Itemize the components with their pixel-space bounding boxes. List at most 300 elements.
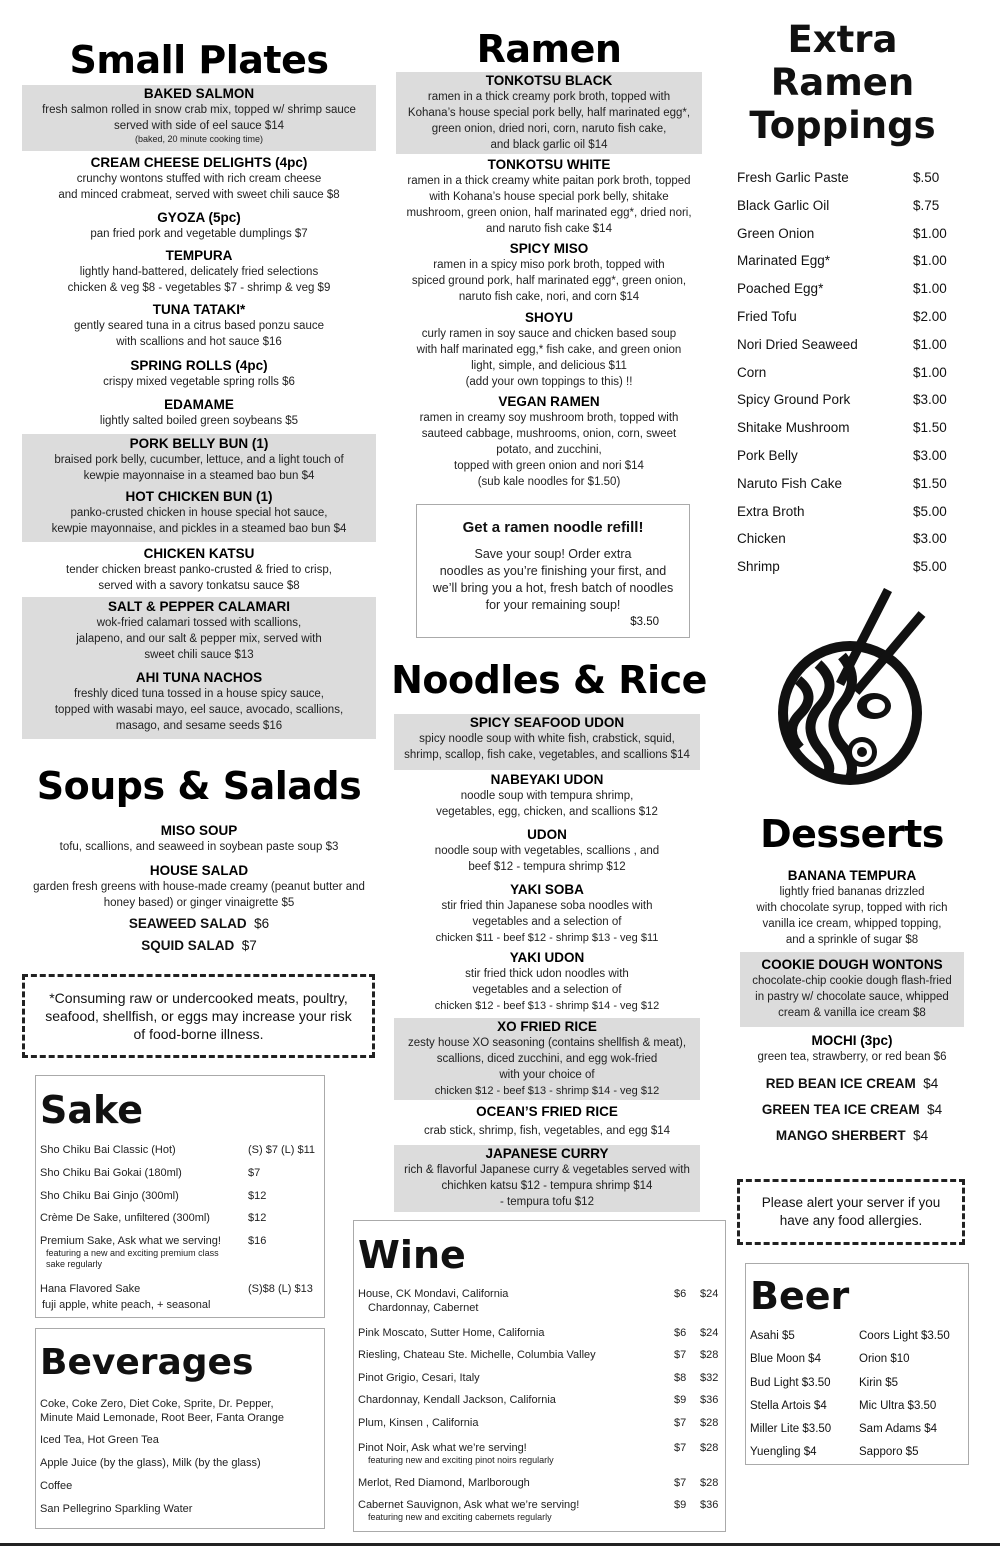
topping-name: Pork Belly — [737, 447, 798, 463]
menu-item — [22, 669, 376, 734]
topping-price: $1.00 — [913, 364, 947, 380]
warning-text: *Consuming raw or undercooked meats, poultry, seafood, shellfish, or eggs may increase your risk of food-borne illness. — [45, 990, 352, 1042]
item-desc: vegetables, egg, chicken, and scallions $12 — [436, 806, 658, 818]
beer-item: Bud Light $3.50 — [750, 1376, 831, 1389]
sake-price: (S)$8 (L) $13 — [248, 1283, 313, 1296]
toppings-list — [737, 170, 957, 587]
item-desc: beef $12 - tempura shrimp $12 — [468, 861, 626, 873]
sake-row — [40, 1143, 324, 1166]
menu-item — [394, 1018, 700, 1100]
topping-price: $2.00 — [913, 308, 947, 324]
sake-row — [40, 1211, 324, 1234]
item-desc: mushroom, green onion, half marinated egg*, dried nori, — [406, 207, 692, 219]
beer-item: Mic Ultra $3.50 — [859, 1399, 937, 1412]
item-name: MOCHI (3pc) — [811, 1033, 893, 1048]
beer-box — [745, 1263, 969, 1465]
sake-name: Sho Chiku Bai Gokai (180ml) — [40, 1166, 182, 1179]
item-desc: zesty house XO seasoning (contains shellfish & meat), — [407, 1037, 687, 1049]
topping-name: Green Onion — [737, 225, 815, 241]
item-desc: vegetables and a selection of — [472, 984, 622, 996]
topping-price: $3.00 — [913, 447, 947, 463]
beer-heading: Beer — [750, 1274, 850, 1318]
wine-bottle-price: $28 — [700, 1349, 719, 1361]
item-desc: crab stick, shrimp, fish, vegetables, and egg $14 — [423, 1125, 671, 1137]
topping-name: Naruto Fish Cake — [737, 475, 843, 491]
ramen-bowl-chopsticks-icon — [770, 588, 950, 798]
topping-price: $.75 — [913, 197, 940, 213]
menu-item — [394, 770, 700, 826]
item-desc: panko-crusted chicken in house special hot sauce, — [70, 507, 328, 519]
wine-bottle-price: $24 — [700, 1288, 719, 1300]
toppings-title-line: Toppings — [749, 104, 936, 147]
item-desc: naruto fish cake, nori, and corn $14 — [458, 291, 640, 303]
item-desc: chicken $12 - beef $13 - shrimp $14 - veg $12 — [434, 1000, 660, 1012]
beer-item: Orion $10 — [859, 1353, 910, 1366]
item-name: CHICKEN KATSU — [143, 546, 255, 561]
topping-row — [737, 253, 957, 281]
beer-item: Miller Lite $3.50 — [750, 1423, 832, 1436]
topping-name: Black Garlic Oil — [737, 197, 830, 213]
wine-bottle-price: $28 — [700, 1441, 719, 1454]
item-desc: lightly hand-battered, delicately fried selections — [79, 266, 319, 278]
topping-row — [737, 504, 957, 532]
wine-name: Plum, Kinsen , California — [358, 1416, 479, 1429]
item-desc: chocolate-chip cookie dough flash-fried — [752, 975, 952, 987]
item-name: UDON — [527, 827, 567, 842]
wine-bottle-price: $28 — [700, 1416, 719, 1429]
item-name: HOUSE SALAD — [149, 863, 249, 878]
item-desc: kewpie mayonnaise in a steamed bao bun $4 — [83, 470, 315, 482]
item-desc: topped with wasabi mayo, eel sauce, avocado, scallions, — [54, 704, 344, 716]
item-desc: scallions, diced zucchini, and egg wok-fried — [436, 1053, 658, 1065]
topping-row — [737, 559, 957, 587]
small-plates-list — [22, 85, 376, 739]
wine-glass-price: $7 — [674, 1476, 687, 1489]
item-desc: and naruto fish cake $14 — [486, 223, 612, 235]
item-desc: freshly diced tuna tossed in a house spicy sauce, — [74, 688, 324, 700]
item-desc: ramen in a thick creamy white paitan pork broth, topped — [407, 175, 691, 187]
item-desc: with half marinated egg,* fish cake, and green onion — [416, 344, 682, 356]
topping-name: Shrimp — [737, 559, 780, 575]
menu-item — [396, 72, 702, 154]
menu-item — [22, 396, 376, 434]
sake-note: featuring a new and exciting premium class — [46, 1248, 219, 1259]
item-desc: vegetables and a selection of — [472, 916, 622, 928]
wine-glass-price: $6 — [674, 1288, 687, 1300]
item-desc: ramen in a thick creamy pork broth, topped with — [427, 91, 671, 103]
item-name: BAKED SALMON — [143, 86, 255, 101]
menu-item — [394, 826, 700, 881]
sake-row — [40, 1166, 324, 1189]
item-name: AHI TUNA NACHOS — [135, 670, 263, 685]
item-desc: ramen in creamy soy mushroom broth, topped with — [419, 412, 679, 424]
topping-name: Nori Dried Seaweed — [737, 336, 858, 352]
topping-row — [737, 420, 957, 448]
topping-name: Poached Egg* — [737, 281, 824, 297]
item-name: TEMPURA — [165, 248, 233, 263]
topping-row — [737, 281, 957, 309]
item-name: JAPANESE CURRY — [485, 1146, 609, 1161]
item-note: (baked, 20 minute cooking time) — [134, 134, 264, 144]
item-desc: green onion, dried nori, corn, naruto fish cake, — [431, 123, 667, 135]
item-desc: served with side of eel sauce $14 — [113, 120, 285, 132]
topping-row — [737, 476, 957, 504]
beer-row — [750, 1400, 968, 1423]
menu-item — [740, 1099, 964, 1125]
item-desc: noodle soup with vegetables, scallions , and — [434, 845, 660, 857]
sake-row — [40, 1282, 324, 1312]
beer-row — [750, 1377, 968, 1400]
refill-line: Save your soup! Order extra — [474, 547, 632, 561]
desserts-heading: Desserts — [760, 812, 944, 856]
topping-price: $1.00 — [913, 281, 947, 297]
item-price: $4 — [927, 1102, 943, 1117]
beer-row — [750, 1423, 968, 1446]
topping-price: $1.00 — [913, 253, 947, 269]
menu-item — [394, 949, 700, 1018]
menu-item — [14, 916, 384, 938]
beer-item: Yuengling $4 — [750, 1446, 817, 1459]
beer-item: Sam Adams $4 — [859, 1423, 937, 1436]
toppings-title-line: Extra — [787, 18, 898, 61]
item-name: SPRING ROLLS (4pc) — [130, 358, 268, 373]
topping-row — [737, 392, 957, 420]
wine-bottle-price: $36 — [700, 1499, 719, 1511]
item-name: GREEN TEA ICE CREAM — [761, 1102, 920, 1117]
menu-item — [14, 862, 384, 916]
beer-list — [750, 1330, 968, 1470]
item-name: SPICY SEAFOOD UDON — [469, 715, 625, 730]
seafood-block — [22, 597, 376, 739]
desserts-list — [740, 867, 964, 1151]
item-desc: served with a savory tonkatsu sauce $8 — [98, 580, 300, 592]
item-name: YAKI SOBA — [510, 882, 584, 897]
menu-item — [22, 247, 376, 301]
refill-title: Get a ramen noodle refill! — [462, 519, 644, 536]
item-name: YAKI UDON — [509, 950, 585, 965]
item-name: VEGAN RAMEN — [498, 394, 600, 409]
topping-price: $5.00 — [913, 503, 947, 519]
beverage-row: Coffee — [40, 1480, 73, 1492]
wine-bottle-price: $24 — [700, 1326, 719, 1339]
item-name: TONKOTSU BLACK — [485, 73, 613, 88]
noodles-list — [394, 714, 700, 1212]
sake-price: $12 — [248, 1212, 267, 1225]
item-desc: sauteed cabbage, mushrooms, onion, corn, sweet — [421, 428, 677, 440]
topping-row — [737, 531, 957, 559]
wine-bottle-price: $32 — [700, 1371, 719, 1384]
beer-item: Coors Light $3.50 — [859, 1330, 950, 1342]
item-desc: and minced crabmeat, served with sweet chili sauce $8 — [58, 189, 340, 201]
sake-name: Sho Chiku Bai Classic (Hot) — [40, 1144, 176, 1156]
topping-price: $3.00 — [913, 531, 947, 547]
item-desc: in pastry w/ chocolate sauce, whipped — [755, 991, 949, 1003]
wine-row — [358, 1348, 722, 1371]
topping-price: $1.00 — [913, 225, 947, 241]
item-name: GYOZA (5pc) — [157, 210, 241, 225]
item-desc: spicy noodle soup with white fish, crabstick, squid, — [419, 733, 675, 745]
menu-item — [394, 714, 700, 770]
wine-glass-price: $7 — [674, 1416, 687, 1429]
item-desc: stir fried thin Japanese soba noodles with — [441, 900, 653, 912]
item-name: HOT CHICKEN BUN (1) — [125, 489, 273, 504]
menu-item — [740, 1073, 964, 1099]
item-name: PORK BELLY BUN (1) — [129, 436, 269, 451]
menu-item — [394, 1145, 700, 1212]
item-name: OCEAN’S FRIED RICE — [476, 1104, 618, 1119]
item-name: CREAM CHEESE DELIGHTS (4pc) — [90, 155, 308, 170]
wine-name: Riesling, Chateau Ste. Michelle, Columbia Valley — [358, 1349, 596, 1361]
item-desc: ramen in a spicy miso pork broth, topped with — [433, 259, 665, 271]
wine-glass-price: $7 — [674, 1441, 687, 1454]
item-price: $4 — [923, 1076, 939, 1091]
ramen-heading: Ramen — [476, 27, 622, 71]
refill-line: we’ll bring you a hot, fresh batch of noodles — [432, 581, 674, 595]
wine-glass-price: $9 — [674, 1499, 687, 1511]
item-desc: potato, and zucchini, — [496, 444, 602, 456]
item-price: $7 — [241, 938, 257, 953]
wine-row — [358, 1476, 722, 1499]
item-desc: green tea, strawberry, or red bean $6 — [757, 1051, 947, 1063]
refill-line: for your remaining soup! — [485, 598, 621, 612]
topping-price: $1.50 — [913, 420, 947, 436]
beverage-row: Apple Juice (by the glass), Milk (by the glass) — [40, 1457, 261, 1469]
item-name: SHOYU — [524, 310, 573, 325]
item-name: XO FRIED RICE — [497, 1019, 597, 1034]
item-name: COOKIE DOUGH WONTONS — [761, 957, 943, 972]
item-desc: curly ramen in soy sauce and chicken based soup — [421, 328, 677, 340]
menu-item — [390, 393, 708, 490]
wine-row — [358, 1498, 722, 1523]
item-desc: and a sprinkle of sugar $8 — [785, 934, 919, 946]
wine-name: Chardonnay, Kendall Jackson, California — [358, 1394, 556, 1406]
item-desc: crunchy wontons stuffed with rich cream cheese — [76, 173, 322, 185]
menu-item — [394, 881, 700, 949]
topping-name: Corn — [737, 364, 767, 380]
beer-row — [750, 1330, 968, 1353]
beer-item: Kirin $5 — [859, 1376, 898, 1389]
refill-line: noodles as you’re finishing your first, and — [439, 564, 667, 578]
beverages-heading: Beverages — [40, 1342, 254, 1383]
topping-row — [737, 170, 957, 198]
wine-list — [358, 1287, 722, 1523]
wine-row — [358, 1393, 722, 1416]
menu-item — [22, 151, 376, 209]
item-desc: noodle soup with tempura shrimp, — [460, 790, 634, 802]
menu-item — [740, 1027, 964, 1073]
toppings-heading — [730, 18, 955, 147]
item-desc: topped with green onion and nori $14 — [454, 460, 644, 472]
allergy-notice — [737, 1179, 965, 1245]
menu-item — [22, 542, 376, 597]
item-desc: light, simple, and delicious $11 — [471, 360, 627, 372]
item-name: SALT & PEPPER CALAMARI — [107, 599, 290, 614]
item-desc: (add your own toppings to this) !! — [465, 376, 633, 388]
allergy-text: Please alert your server if you have any food allergies. — [761, 1195, 941, 1228]
topping-row — [737, 365, 957, 393]
beverage-row: Iced Tea, Hot Green Tea — [40, 1434, 159, 1446]
wine-glass-price: $8 — [674, 1371, 687, 1384]
menu-item — [740, 867, 964, 952]
topping-name: Fried Tofu — [737, 308, 797, 324]
item-desc: chichken katsu $12 - tempura shrimp $14 — [441, 1180, 653, 1192]
item-desc: with your choice of — [499, 1069, 595, 1081]
item-desc: garden fresh greens with house-made creamy (peanut butter and — [33, 881, 365, 893]
item-desc: honey based) or ginger vinaigrette $5 — [103, 897, 295, 909]
wine-name: Merlot, Red Diamond, Marlborough — [358, 1476, 530, 1489]
item-desc: rich & flavorful Japanese curry & vegetables served with — [404, 1164, 690, 1176]
item-name: TUNA TATAKI* — [152, 302, 246, 317]
wine-name: Pinot Noir, Ask what we’re serving! — [358, 1441, 527, 1454]
topping-price: $5.00 — [913, 559, 947, 575]
item-desc: gently seared tuna in a citrus based ponzu sauce — [74, 320, 324, 332]
sake-heading: Sake — [40, 1088, 144, 1132]
item-desc: jalapeno, and our salt & pepper mix, served with — [76, 633, 322, 645]
wine-glass-price: $6 — [674, 1326, 687, 1339]
topping-name: Extra Broth — [737, 503, 805, 519]
item-desc: lightly salted boiled green soybeans $5 — [99, 415, 299, 427]
topping-price: $1.50 — [913, 475, 947, 491]
item-desc: crispy mixed vegetable spring rolls $6 — [103, 376, 295, 388]
menu-item — [394, 1100, 700, 1145]
item-name: RED BEAN ICE CREAM — [765, 1076, 916, 1091]
soups-list — [14, 822, 384, 960]
sake-row — [40, 1234, 324, 1282]
wine-name: Pinot Grigio, Cesari, Italy — [358, 1371, 480, 1384]
soups-heading: Soups & Salads — [36, 764, 362, 808]
item-price: $4 — [913, 1128, 929, 1143]
topping-row — [737, 226, 957, 254]
item-desc: Kohana’s house special pork belly, half marinated egg*, — [407, 107, 691, 119]
beer-row — [750, 1353, 968, 1376]
refill-box — [416, 504, 690, 638]
toppings-title-line: Ramen — [770, 61, 915, 104]
noodles-heading: Noodles & Rice — [391, 658, 707, 702]
wine-note: featuring new and exciting cabernets regularly — [368, 1512, 552, 1522]
wine-bottle-price: $36 — [700, 1394, 719, 1406]
menu-item — [390, 309, 708, 393]
item-name: BANANA TEMPURA — [787, 868, 917, 883]
sake-note: sake regularly — [46, 1259, 103, 1270]
ramen-list — [390, 72, 708, 490]
wine-sub: Chardonnay, Cabernet — [368, 1302, 479, 1314]
item-desc: chicken & veg $8 - vegetables $7 - shrimp & veg $9 — [67, 282, 331, 294]
refill-price: $3.50 — [630, 616, 659, 628]
item-name: MANGO SHERBERT — [775, 1128, 906, 1143]
item-desc: shrimp, scallop, fish cake, vegetables, and scallions $14 — [404, 749, 690, 761]
item-desc: kewpie mayonnaise, and pickles in a steamed bao bun $4 — [51, 523, 347, 535]
item-desc: sweet chili sauce $13 — [144, 649, 254, 661]
wine-heading: Wine — [358, 1233, 466, 1277]
item-desc: chicken $11 - beef $12 - shrimp $13 - veg $11 — [435, 932, 659, 944]
item-desc: with Kohana’s house special pork belly, shitake — [429, 191, 669, 203]
wine-glass-price: $7 — [674, 1349, 687, 1361]
wine-row — [358, 1326, 722, 1349]
item-desc: (sub kale noodles for $1.50) — [477, 476, 621, 488]
small-plates-heading: Small Plates — [69, 38, 329, 82]
beer-item: Asahi $5 — [750, 1330, 795, 1342]
topping-row — [737, 337, 957, 365]
topping-price: $.50 — [913, 170, 940, 185]
beer-item: Stella Artois $4 — [750, 1399, 827, 1412]
raw-food-warning — [22, 974, 375, 1058]
item-name: MISO SOUP — [160, 823, 238, 838]
wine-name: House, CK Mondavi, California — [358, 1288, 509, 1300]
wine-row — [358, 1371, 722, 1394]
menu-item — [14, 938, 384, 960]
wine-note: featuring new and exciting pinot noirs regularly — [368, 1454, 554, 1465]
beverage-row: San Pellegrino Sparkling Water — [40, 1503, 193, 1515]
item-desc: cream & vanilla ice cream $8 — [778, 1007, 926, 1019]
topping-price: $3.00 — [913, 392, 947, 408]
menu-item — [22, 488, 376, 537]
item-desc: with scallions and hot sauce $16 — [116, 336, 282, 348]
sake-note: fuji apple, white peach, + seasonal — [42, 1299, 211, 1312]
bun-block — [22, 434, 376, 542]
wine-name: Cabernet Sauvignon, Ask what we’re serving! — [358, 1499, 580, 1511]
menu-item — [22, 85, 376, 151]
beverages-list — [40, 1397, 324, 1525]
item-name: SQUID SALAD — [141, 938, 235, 953]
item-desc: masago, and sesame seeds $16 — [115, 720, 283, 732]
wine-glass-price: $9 — [674, 1394, 687, 1406]
wine-box — [353, 1220, 726, 1532]
topping-name: Chicken — [737, 531, 786, 547]
item-desc: wok-fried calamari tossed with scallions, — [96, 617, 302, 629]
item-desc: lightly fried bananas drizzled — [779, 886, 925, 898]
sake-name: Hana Flavored Sake — [40, 1283, 141, 1296]
item-desc: with chocolate syrup, topped with rich — [756, 902, 948, 914]
wine-name: Pink Moscato, Sutter Home, California — [358, 1326, 545, 1339]
sake-price: $16 — [248, 1235, 267, 1248]
menu-item — [22, 357, 376, 396]
item-name: EDAMAME — [164, 397, 234, 412]
sake-box — [35, 1075, 325, 1318]
topping-name: Fresh Garlic Paste — [737, 170, 849, 185]
sake-name: Premium Sake, Ask what we serving! — [40, 1235, 221, 1248]
item-desc: pan fried pork and vegetable dumplings $7 — [90, 228, 308, 240]
beer-row — [750, 1446, 968, 1469]
topping-price: $1.00 — [913, 336, 947, 352]
menu-item — [22, 598, 376, 669]
sake-price: $12 — [248, 1189, 267, 1202]
item-desc: tender chicken breast panko-crusted & fried to crisp, — [66, 564, 332, 576]
topping-row — [737, 198, 957, 226]
menu-item — [740, 1125, 964, 1151]
menu-item — [390, 154, 708, 240]
beverages-box — [35, 1328, 325, 1529]
item-desc: stir fried thick udon noodles with — [465, 968, 629, 980]
item-name: NABEYAKI UDON — [490, 772, 604, 787]
wine-row — [358, 1287, 722, 1326]
item-desc: chicken $12 - beef $13 - shrimp $14 - veg $12 — [434, 1085, 660, 1097]
topping-row — [737, 309, 957, 337]
topping-name: Marinated Egg* — [737, 253, 831, 269]
item-desc: fresh salmon rolled in snow crab mix, topped w/ shrimp sauce — [42, 104, 356, 116]
menu-item — [22, 209, 376, 247]
menu-item — [22, 301, 376, 357]
item-desc: braised pork belly, cucumber, lettuce, and a light touch of — [54, 454, 344, 466]
menu-item — [22, 435, 376, 488]
item-name: SEAWEED SALAD — [128, 916, 247, 931]
topping-row — [737, 448, 957, 476]
item-desc: - tempura tofu $12 — [500, 1196, 594, 1208]
menu-item — [390, 240, 708, 309]
sake-price: $7 — [248, 1166, 261, 1179]
item-price: $6 — [254, 916, 270, 931]
beer-item: Sapporo $5 — [859, 1446, 919, 1459]
item-desc: tofu, scallions, and seaweed in soybean paste soup $3 — [59, 841, 339, 853]
